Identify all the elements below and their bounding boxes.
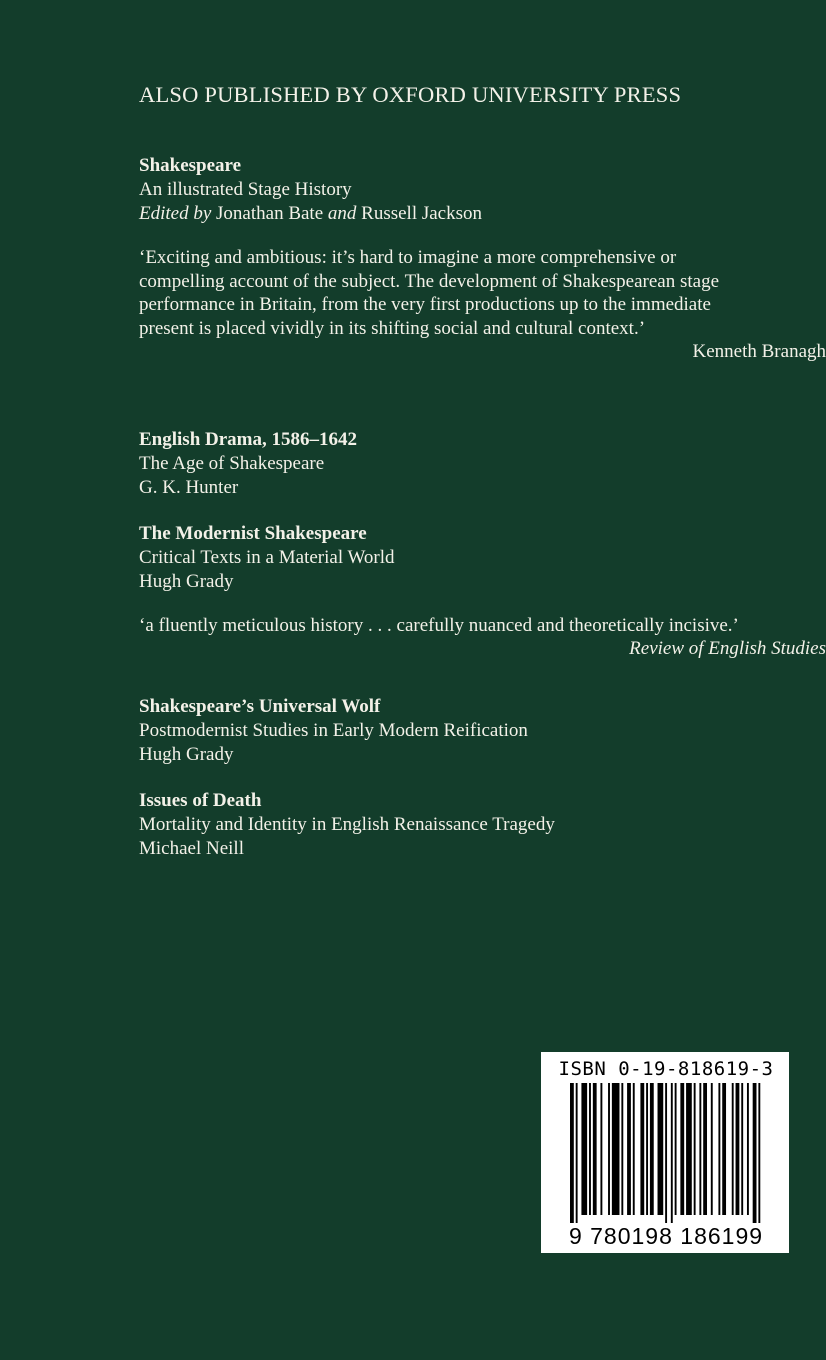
- book-entry-modernist-shakespeare: [139, 522, 826, 661]
- barcode-bar: [732, 1083, 734, 1215]
- barcode-bar: [640, 1083, 644, 1215]
- editor-name: Jonathan Bate: [216, 203, 324, 224]
- barcode-bar: [686, 1083, 692, 1215]
- quote-attribution: Kenneth Branagh: [692, 341, 826, 362]
- editor-name: Russell Jackson: [361, 203, 482, 224]
- barcode-bars: [570, 1083, 766, 1223]
- isbn-label: ISBN 0-19-818619-3: [558, 1058, 774, 1080]
- book-author: Hugh Grady: [139, 570, 234, 592]
- barcode-bar: [722, 1083, 726, 1215]
- book-author: Michael Neill: [139, 837, 244, 859]
- barcode-bar: [675, 1083, 677, 1215]
- barcode-bar: [646, 1083, 648, 1215]
- back-cover-text: [139, 80, 826, 883]
- barcode-bar: [741, 1083, 743, 1215]
- quote-line: compelling account of the subject. The development of Shakespearean stage: [139, 270, 720, 292]
- book-title: English Drama, 1586–1642: [139, 428, 357, 450]
- quote-line: performance in Britain, from the very first productions up to the immediate: [139, 294, 711, 315]
- barcode-bar: [593, 1083, 597, 1215]
- edited-by-label: Edited by: [139, 203, 212, 224]
- barcode-bar: [758, 1083, 760, 1223]
- review-quote: [139, 614, 807, 638]
- book-title: The Modernist Shakespeare: [139, 522, 367, 544]
- barcode-bar: [703, 1083, 707, 1215]
- barcode-bar: [699, 1083, 701, 1215]
- barcode-bar: [718, 1083, 720, 1215]
- barcode-bar: [633, 1083, 635, 1215]
- isbn-barcode: [541, 1052, 789, 1253]
- barcode-bar: [650, 1083, 654, 1215]
- book-author: Hugh Grady: [139, 743, 234, 765]
- barcode-bar: [753, 1083, 757, 1223]
- barcode-bar: [694, 1083, 696, 1215]
- quote-line: ‘Exciting and ambitious: it’s hard to imagine a more comprehensive or: [139, 247, 677, 268]
- barcode-bar: [589, 1083, 591, 1215]
- quote-line: present is placed vividly in its shifting social and cultural context.’: [139, 317, 646, 339]
- barcode-bar: [612, 1083, 620, 1215]
- book-entry-issues-of-death: [139, 789, 807, 861]
- barcode-bar: [576, 1083, 578, 1223]
- book-entry-universal-wolf: [139, 695, 807, 767]
- and-label: and: [327, 203, 357, 224]
- quote-attribution: Review of English Studies: [629, 638, 826, 659]
- ean-number: 9 780198 186199: [568, 1223, 764, 1249]
- barcode-bar: [581, 1083, 587, 1215]
- quote-line: ‘a fluently meticulous history . . . carefully nuanced and theoretically incisive.’: [139, 614, 739, 636]
- review-quote: [139, 246, 807, 340]
- book-title: Issues of Death: [139, 789, 262, 811]
- barcode-bar: [621, 1083, 623, 1215]
- barcode-bar: [736, 1083, 740, 1215]
- book-subtitle: Postmodernist Studies in Early Modern Reification: [139, 719, 528, 741]
- book-title: Shakespeare’s Universal Wolf: [139, 695, 381, 717]
- barcode-bar: [747, 1083, 749, 1215]
- book-title: Shakespeare: [139, 155, 242, 176]
- book-author: G. K. Hunter: [139, 476, 239, 498]
- barcode-bar: [711, 1083, 713, 1215]
- book-subtitle: Critical Texts in a Material World: [139, 546, 395, 568]
- barcode-bar: [680, 1083, 684, 1215]
- book-entry-english-drama: [139, 428, 807, 500]
- publisher-heading: ALSO PUBLISHED BY OXFORD UNIVERSITY PRESS: [139, 82, 682, 107]
- barcode-bar: [671, 1083, 673, 1223]
- book-subtitle: An illustrated Stage History: [139, 179, 352, 200]
- barcode-bar: [627, 1083, 631, 1215]
- book-subtitle: The Age of Shakespeare: [139, 452, 325, 474]
- barcode-bar: [600, 1083, 602, 1215]
- barcode-bar: [608, 1083, 610, 1215]
- book-entry-shakespeare: [139, 154, 826, 364]
- book-editors: [139, 202, 807, 226]
- book-subtitle: Mortality and Identity in English Renaissance Tragedy: [139, 813, 555, 835]
- barcode-bar: [665, 1083, 667, 1223]
- barcode-bar: [658, 1083, 664, 1215]
- barcode-bar: [570, 1083, 574, 1223]
